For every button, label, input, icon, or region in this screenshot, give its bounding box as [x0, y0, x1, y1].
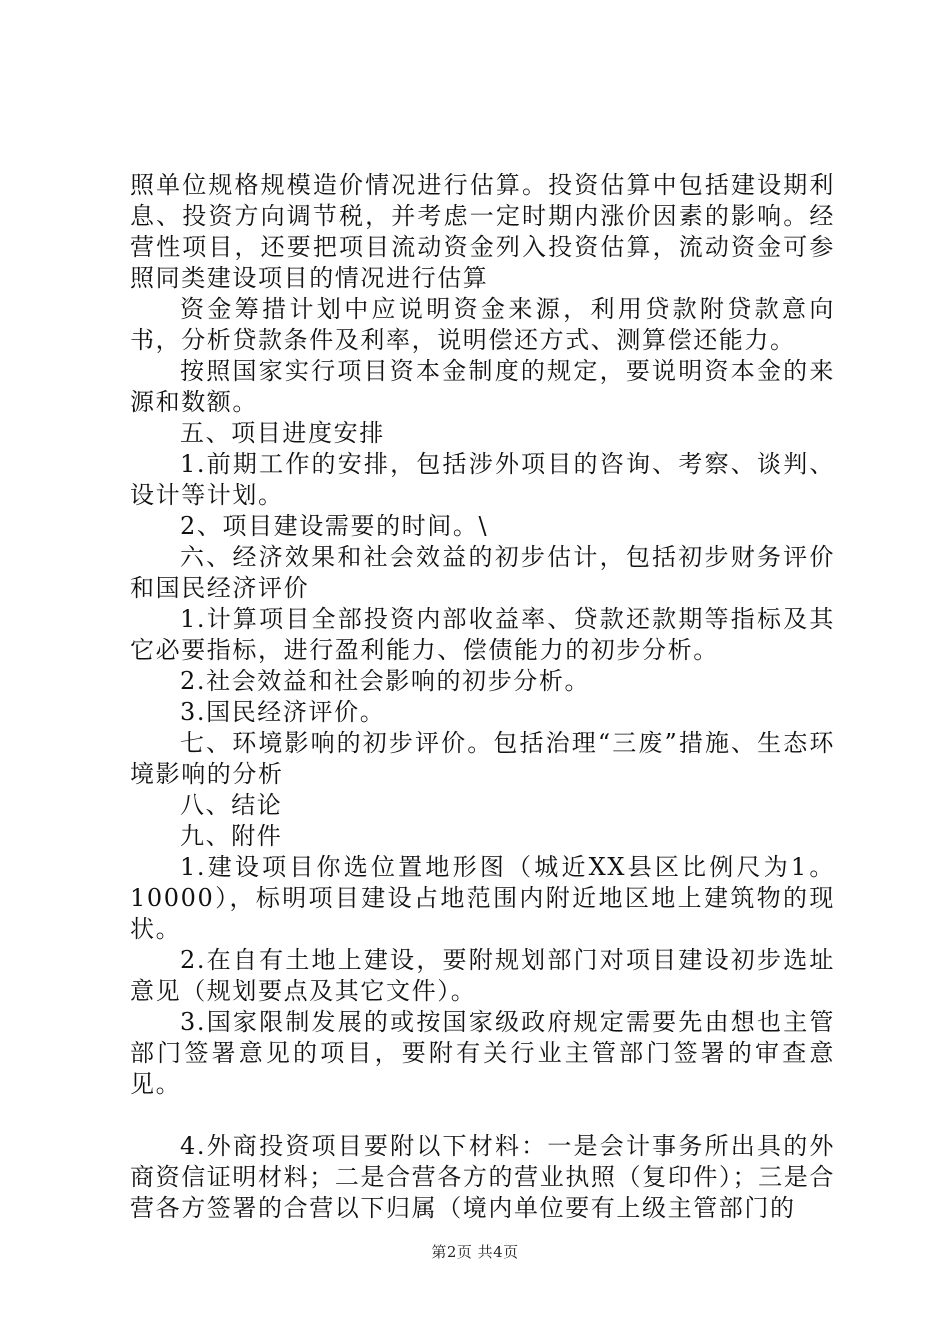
- heading-conclusion: 八、结论: [180, 791, 283, 819]
- paragraph-capital-system: 按照国家实行项目资本金制度的规定，要说明资本金的来源和数额。: [130, 357, 835, 416]
- page-number-footer: 第2页 共4页: [431, 1243, 519, 1261]
- list-item-restricted-projects: 3.国家限制发展的或按国家级政府规定需要先由想也主管部门签署意见的项目，要附有关行业主管部门签署的审查意见。: [130, 1008, 835, 1098]
- list-item-preliminary-work: 1.前期工作的安排，包括涉外项目的咨询、考察、谈判、设计等计划。: [130, 450, 835, 509]
- list-item-land-opinion: 2.在自有土地上建设，要附规划部门对项目建设初步选址意见（规划要点及其它文件）。: [130, 946, 835, 1005]
- list-item-construction-time: 2、项目建设需要的时间。\: [180, 512, 489, 540]
- document-body: [130, 170, 835, 1224]
- heading-economic-effects: 六、经济效果和社会效益的初步估计，包括初步财务评价和国民经济评价: [130, 543, 835, 602]
- list-item-site-map: 1.建设项目你选位置地形图（城近XX县区比例尺为1。10000），标明项目建设占地范围内附近地区地上建筑物的现状。: [130, 853, 835, 943]
- list-item-return-rate: 1.计算项目全部投资内部收益率、贷款还款期等指标及其它必要指标，进行盈利能力、偿债能力的初步分析。: [130, 605, 835, 664]
- list-item-national-economy: 3.国民经济评价。: [180, 698, 386, 726]
- heading-environment: 七、环境影响的初步评价。包括治理“三废”措施、生态环境影响的分析: [130, 729, 835, 788]
- paragraph-investment-estimate: 照单位规格规模造价情况进行估算。投资估算中包括建设期利息、投资方向调节税，并考虑一定时期内涨价因素的影响。经营性项目，还要把项目流动资金列入投资估算，流动资金可参照同类建设项目的情况进行估算: [130, 171, 835, 292]
- list-item-social-benefit: 2.社会效益和社会影响的初步分析。: [180, 667, 591, 695]
- list-item-foreign-investment: 4.外商投资项目要附以下材料：一是会计事务所出具的外商资信证明材料；二是合营各方的营业执照（复印件）；三是合营各方签署的合营以下归属（境内单位要有上级主管部门的: [130, 1132, 835, 1222]
- paragraph-financing-plan: 资金筹措计划中应说明资金来源，利用贷款附贷款意向书，分析贷款条件及利率，说明偿还方式、测算偿还能力。: [130, 295, 835, 354]
- heading-attachments: 九、附件: [180, 822, 283, 850]
- heading-schedule: 五、项目进度安排: [180, 419, 385, 447]
